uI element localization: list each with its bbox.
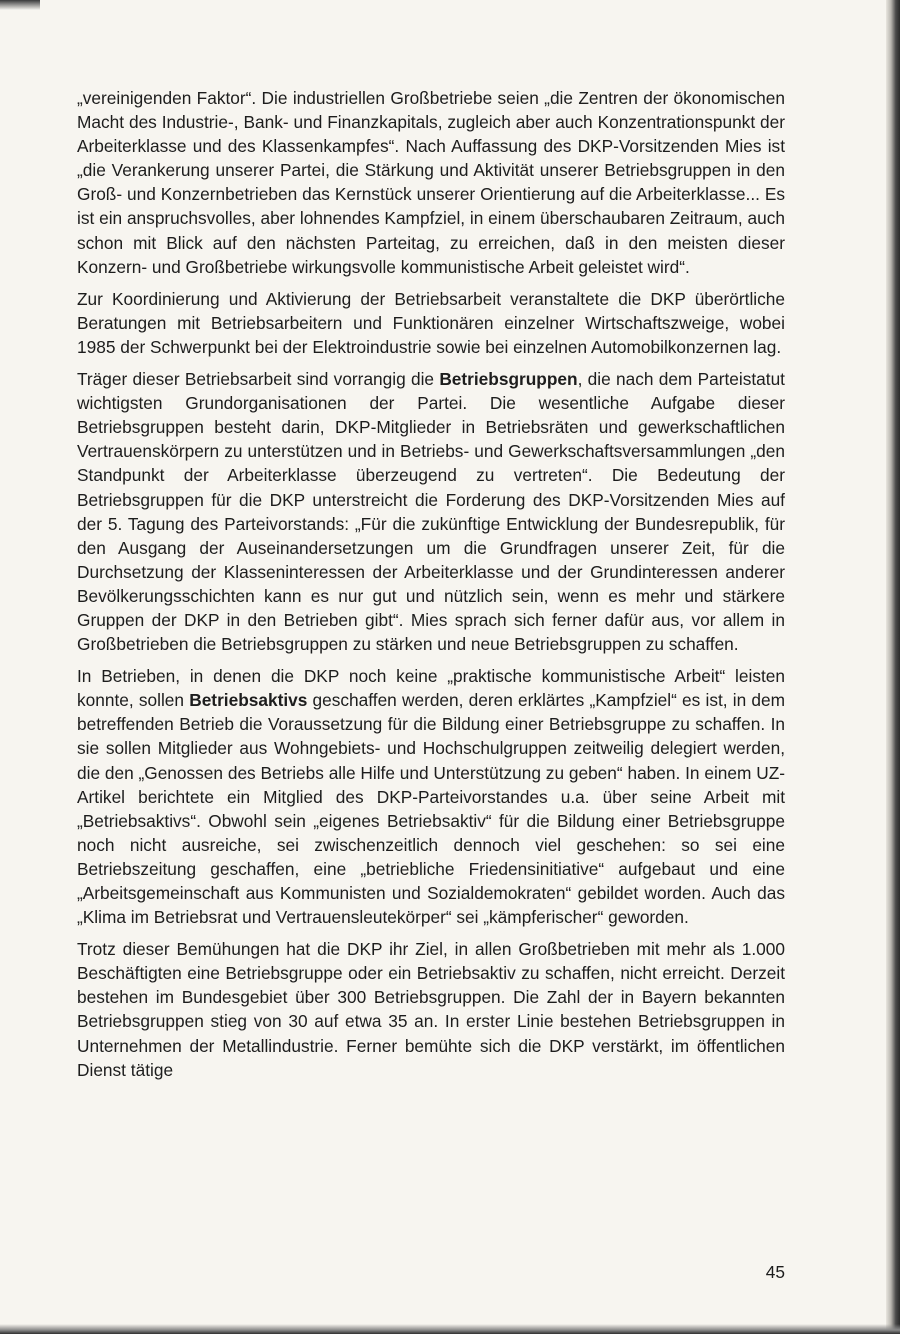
page-body: [77, 86, 785, 1090]
page-number: 45: [765, 1262, 785, 1282]
text-run: Träger dieser Betriebsarbeit sind vorrangig die: [77, 369, 440, 390]
paragraph: [77, 664, 785, 929]
text-run: , die nach dem Parteistatut wichtigsten Grundorganisationen der Partei. Die wesentliche Aufgabe dieser Betriebsgruppen besteht darin, DKP-Mitglieder in Betriebsräten und gewerkschaftlichen Vertrauenskörpern zu unterstützen und in Betriebs- und Gewerkschaftsversammlungen „den Standpunkt der Arbeiterklasse überzeugend zu vertreten“. Die Bedeutung der Betriebsgruppen für die DKP unterstreicht die Forderung des DKP-Vorsitzenden Mies auf der 5. Tagung des Parteivorstands: „Für die zukünftige Entwicklung der Bundesrepublik, für den Ausgang der Auseinandersetzungen um die Grundfragen unserer Zeit, für die Durchsetzung der Klasseninteressen der Arbeiterklasse und der Grundinteressen anderer Bevölkerungsschichten kann es nur gut und nützlich sein, wenn es mehr und stärkere Gruppen der DKP in den Betrieben gibt“. Mies sprach sich ferner dafür aus, vor allem in Großbetrieben die Betriebsgruppen zu stärken und neue Betriebsgruppen zu schaffen.: [77, 369, 785, 655]
text-run: In Betrieben, in denen die DKP noch keine „praktische kommunistische Arbeit“ leisten konnte, sollen: [77, 666, 785, 711]
scan-edge-bottom: [0, 1324, 900, 1334]
bold-term: Betriebsgruppen: [439, 369, 578, 390]
scan-edge-right: [886, 0, 900, 1334]
text-run: Zur Koordinierung und Aktivierung der Betriebsarbeit veranstaltete die DKP überörtliche Beratungen mit Betriebsarbeitern und Funktionären einzelner Wirtschaftszweige, wobei 1985 der Schwerpunkt bei der Elektroindustrie sowie bei einzelnen Automobilkonzernen lag.: [77, 288, 785, 357]
paragraph: [77, 367, 785, 656]
text-run: geschaffen werden, deren erklärtes „Kampfziel“ es ist, in dem betreffenden Betrieb die Voraussetzung für die Bildung einer Betriebsgruppe zu schaffen. In sie sollen Mitglieder aus Wohngebiets- und Hochschulgruppen zeitweilig delegiert werden, die den „Genossen des Betriebs alle Hilfe und Unterstützung zu geben“ haben. In einem UZ-Artikel berichtete ein Mitglied des DKP-Parteivorstandes u.a. über seine Arbeit mit „Betriebsaktivs“. Obwohl sein „eigenes Betriebsaktiv“ für die Bildung einer Betriebsgruppe noch nicht ausreiche, sei zwischenzeitlich dennoch viel geschehen: so sei eine Betriebszeitung geschaffen, eine „betriebliche Friedensinitiative“ aufgebaut und eine „Arbeitsgemeinschaft aus Kommunisten und Sozialdemokraten“ gebildet worden. Auch das „Klima im Betriebsrat und Vertrauensleutekörper“ sei „kämpferischer“ geworden.: [77, 690, 785, 928]
paragraph: [77, 937, 785, 1082]
bold-term: Betriebsaktivs: [189, 690, 308, 711]
paragraph: [77, 287, 785, 359]
scan-edge-top: [0, 0, 40, 10]
paragraph: [77, 86, 785, 279]
text-run: Trotz dieser Bemühungen hat die DKP ihr Ziel, in allen Großbetrieben mit mehr als 1.000 Beschäftigten eine Betriebsgruppe oder ein Betriebsaktiv zu schaffen, nicht erreicht. Derzeit bestehen im Bundesgebiet über 300 Betriebsgruppen. Die Zahl der in Bayern bekannten Betriebsgruppen stieg von 30 auf etwa 35 an. In erster Linie bestehen Betriebsgruppen in Unternehmen der Metallindustrie. Ferner bemühte sich die DKP verstärkt, im öffentlichen Dienst tätige: [77, 939, 785, 1080]
text-run: „vereinigenden Faktor“. Die industriellen Großbetriebe seien „die Zentren der ökonomischen Macht des Industrie-, Bank- und Finanzkapitals, zugleich aber auch Konzentrationspunkt der Arbeiterklasse und des Klassenkampfes“. Nach Auffassung des DKP-Vorsitzenden Mies ist „die Verankerung unserer Partei, die Stärkung und Aktivität unserer Betriebsgruppen in den Groß- und Konzernbetrieben das Kernstück unserer Orientierung auf die Arbeiterklasse... Es ist ein anspruchsvolles, aber lohnendes Kampfziel, in einem überschaubaren Zeitraum, auch schon mit Blick auf den nächsten Parteitag, zu erreichen, daß in den meisten dieser Konzern- und Großbetriebe wirkungsvolle kommunistische Arbeit geleistet wird“.: [77, 88, 785, 277]
